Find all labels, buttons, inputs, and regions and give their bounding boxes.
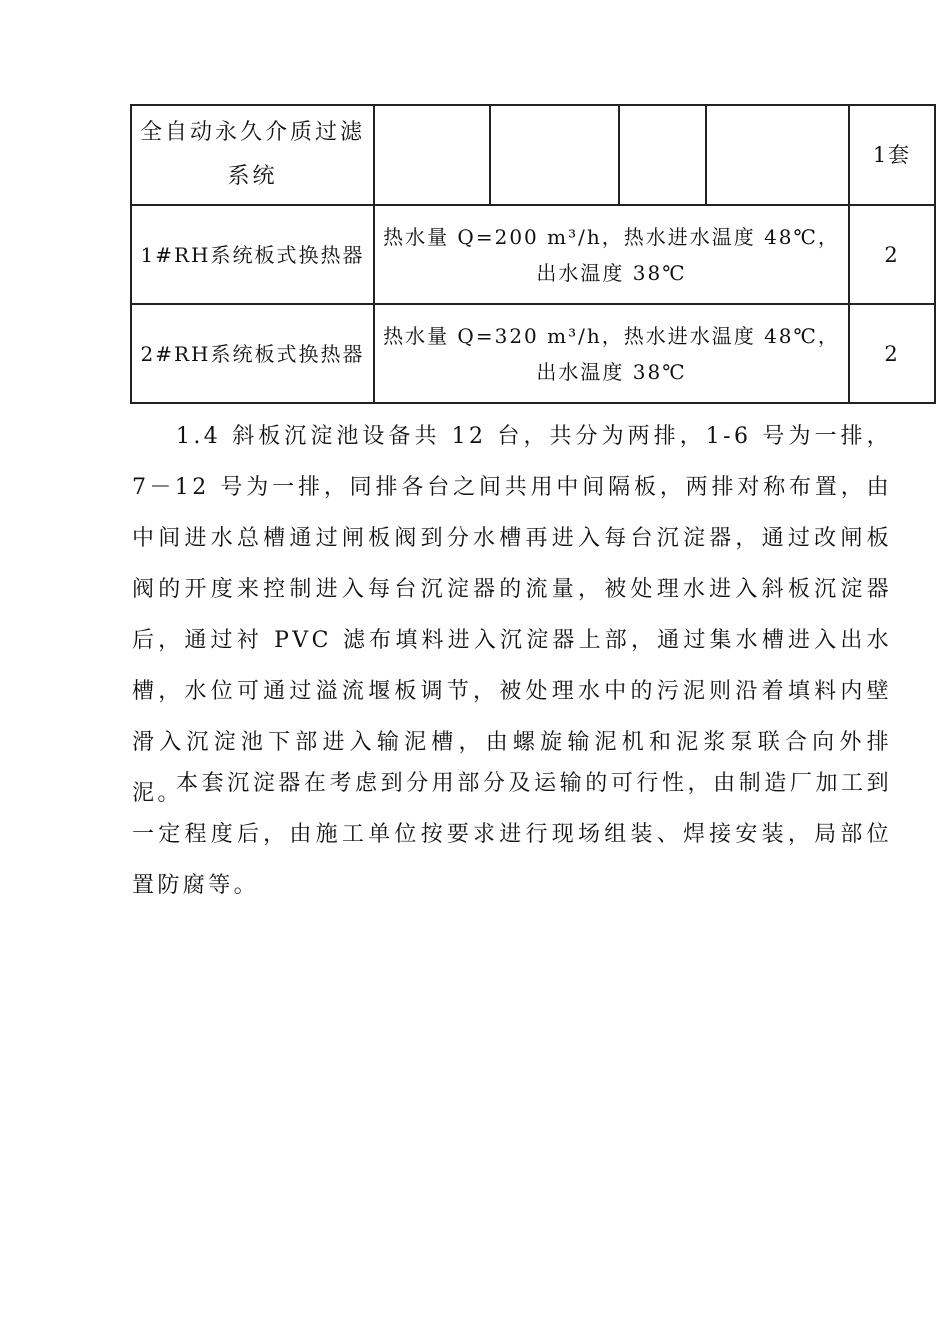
equipment-name-cell: 1#RH系统板式换热器 xyxy=(131,205,374,304)
body-paragraph: 1.4 斜板沉淀池设备共 12 台，共分为两排，1-6 号为一排，7－12 号为一排，同排各台之间共用中间隔板，两排对称布置，由中间进水总槽通过闸板阀到分水槽再进入每台沉淀器，通过改闸板阀的开度来控制进入每台沉淀器的流量，被处理水进入斜板沉淀器后，通过衬 PVC 滤布填料进入沉淀器上部，通过集水槽进入出水槽，水位可通过溢流堰板调节，被处理水中的污泥则沿着填料内壁滑入沉淀池下部进入输泥槽，由螺旋输泥机和泥浆泵联合向外排泥。 xyxy=(132,424,892,806)
empty-cell xyxy=(706,105,849,205)
quantity-cell: 2 xyxy=(849,304,935,403)
table-row xyxy=(131,205,935,304)
table-row xyxy=(131,105,935,205)
quantity-cell: 1套 xyxy=(849,105,935,205)
equipment-name-cell: 全自动永久介质过滤系统 xyxy=(131,105,374,205)
empty-cell xyxy=(490,105,619,205)
empty-cell xyxy=(619,105,706,205)
empty-cell xyxy=(374,105,490,205)
spec-cell: 热水量 Q=200 m³/h，热水进水温度 48℃，出水温度 38℃ xyxy=(374,205,849,304)
table-row xyxy=(131,304,935,403)
body-paragraph: 本套沉淀器在考虑到分用部分及运输的可行性，由制造厂加工到一定程度后，由施工单位按要求进行现场组装、焊接安装，局部位置防腐等。 xyxy=(132,771,892,898)
quantity-cell: 2 xyxy=(849,205,935,304)
equipment-table xyxy=(130,104,936,404)
equipment-name-cell: 2#RH系统板式换热器 xyxy=(131,304,374,403)
spec-cell: 热水量 Q=320 m³/h，热水进水温度 48℃，出水温度 38℃ xyxy=(374,304,849,403)
